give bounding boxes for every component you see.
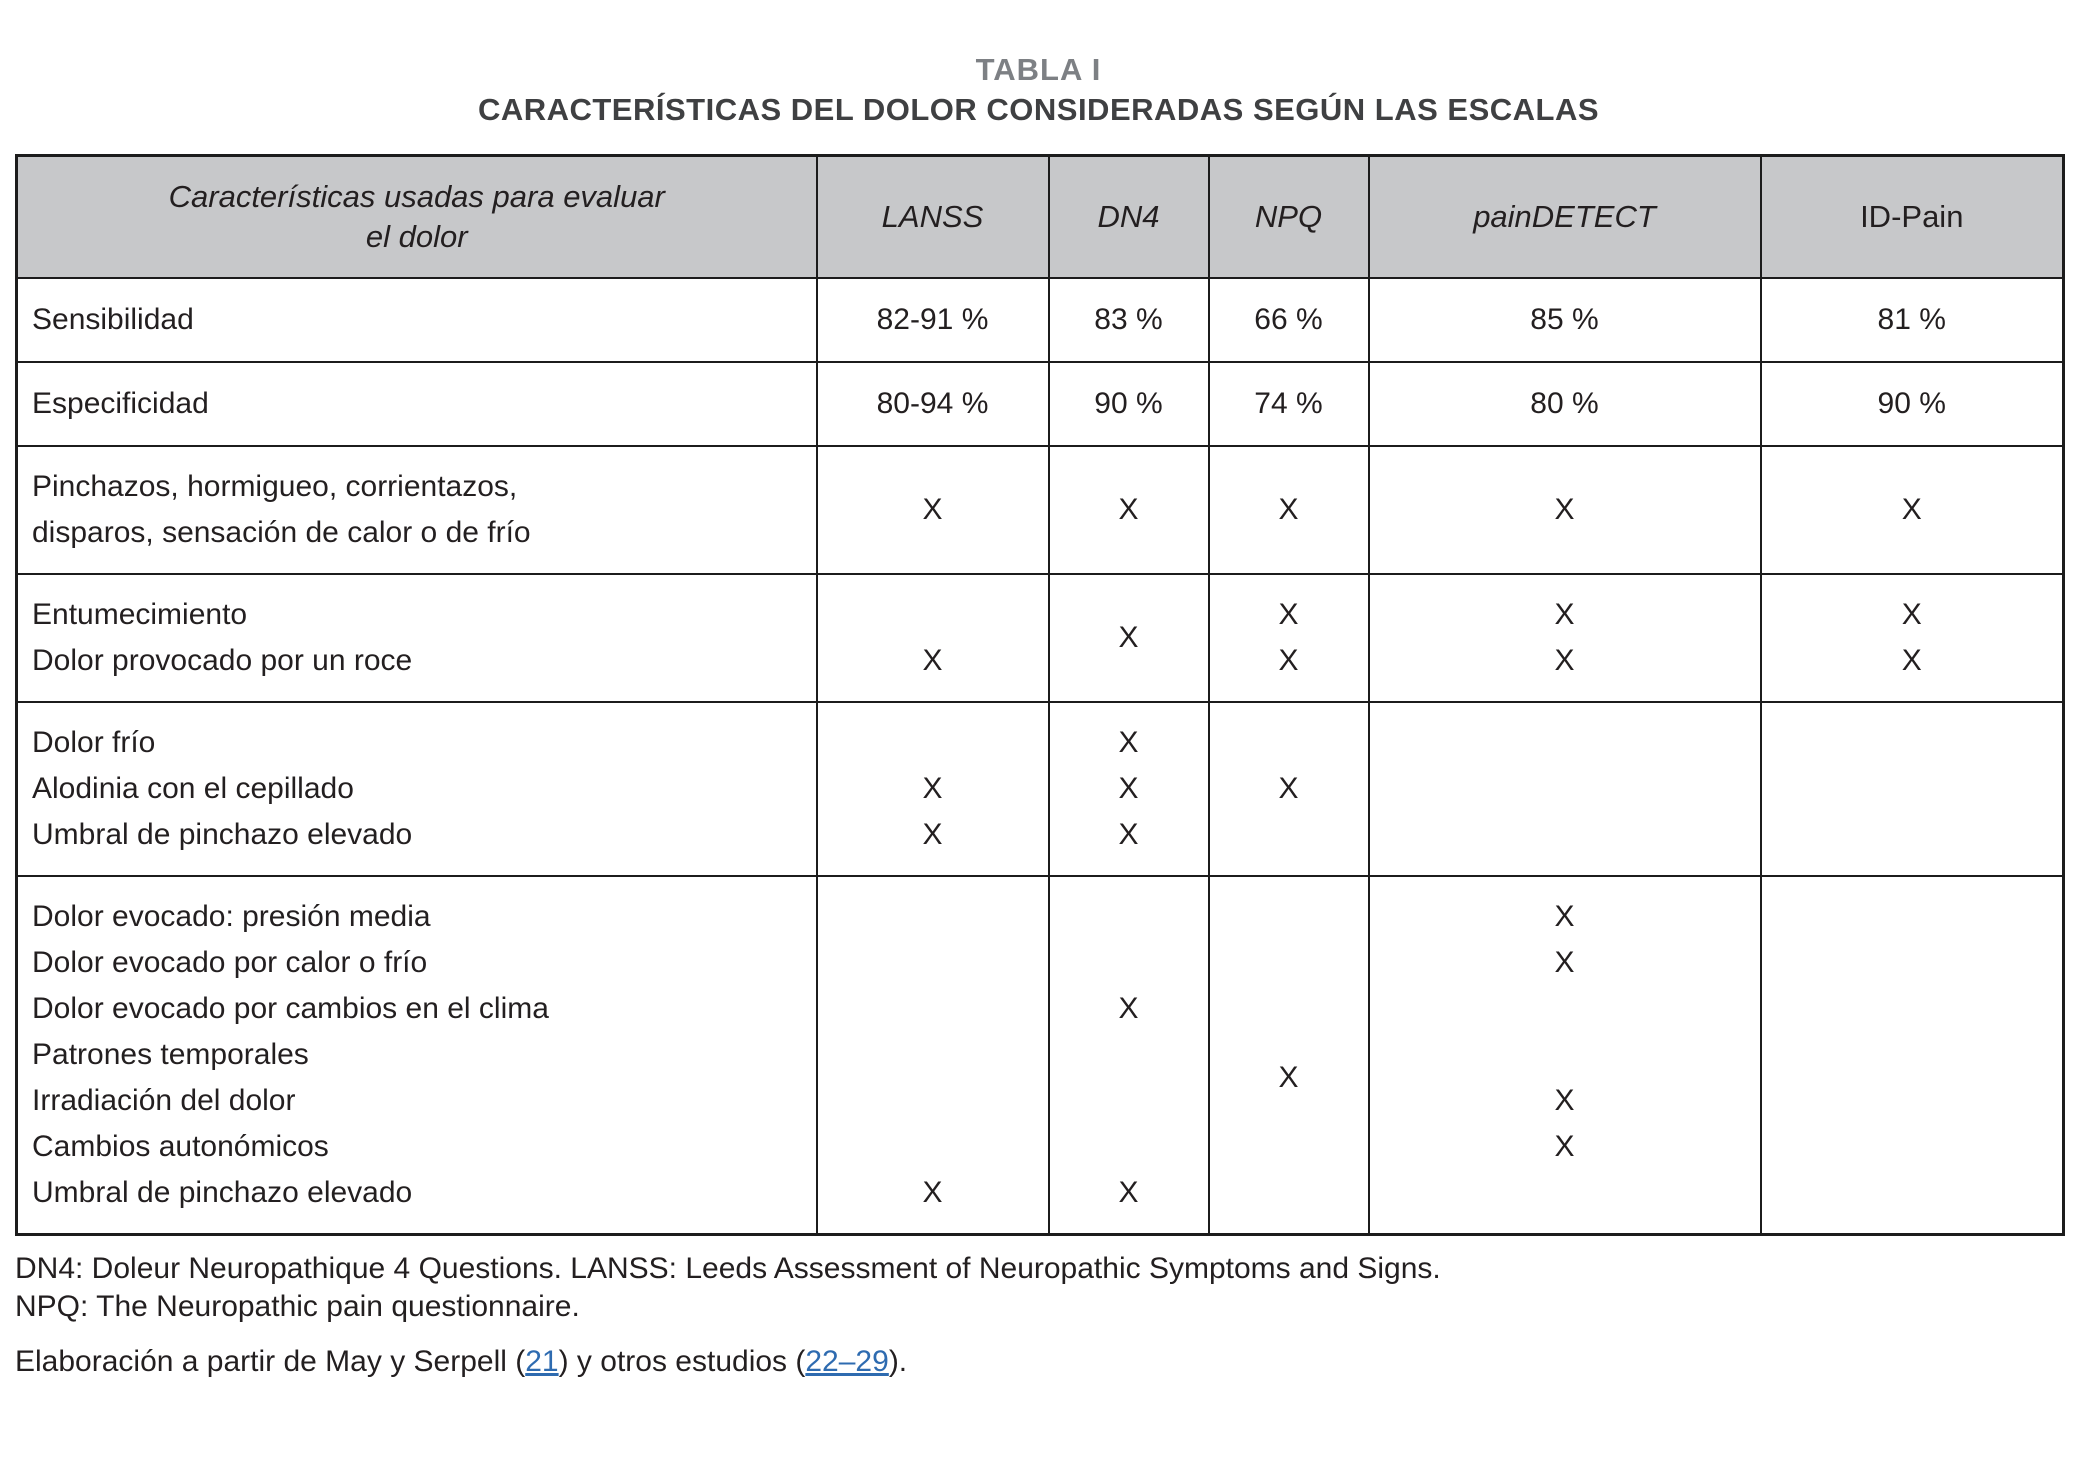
source-text-middle: ) y otros estudios ( xyxy=(558,1344,806,1378)
table-title-block xyxy=(15,50,2062,130)
row-label-line: Dolor evocado por cambios en el clima xyxy=(32,991,549,1025)
row-label-line: Dolor evocado: presión media xyxy=(32,899,431,933)
row-label xyxy=(17,574,817,702)
value-text: 80 % xyxy=(1530,386,1599,420)
x-mark: X xyxy=(1278,771,1299,805)
cell-sensibilidad-paindetect xyxy=(1369,278,1761,362)
column-header-dn4: DN4 xyxy=(1049,156,1209,278)
row-label xyxy=(17,362,817,446)
x-mark: X xyxy=(1118,1175,1139,1209)
cell-entumecimiento-roce-lanss xyxy=(817,574,1049,702)
row-label-line: Alodinia con el cepillado xyxy=(32,771,354,805)
x-mark: X xyxy=(1278,1060,1299,1094)
table-row-pinchazos-hormigueo xyxy=(17,446,2064,574)
x-mark: X xyxy=(1118,492,1139,526)
value-text: 90 % xyxy=(1877,386,1946,420)
cell-dolor-frio-alodinia-umbral-paindetect xyxy=(1369,702,1761,876)
value-text: 80-94 % xyxy=(876,386,989,420)
cell-pinchazos-hormigueo-dn4 xyxy=(1049,446,1209,574)
x-mark: X xyxy=(1118,771,1139,805)
cell-dolor-frio-alodinia-umbral-npq xyxy=(1209,702,1369,876)
feature-header-line: Características usadas para evaluar xyxy=(168,178,665,214)
cell-dolor-frio-alodinia-umbral-dn4 xyxy=(1049,702,1209,876)
x-mark: X xyxy=(1901,643,1922,677)
cell-pinchazos-hormigueo-npq xyxy=(1209,446,1369,574)
value-text: 81 % xyxy=(1877,302,1946,336)
x-mark: X xyxy=(1118,817,1139,851)
table-row-especificidad xyxy=(17,362,2064,446)
row-label-line: Irradiación del dolor xyxy=(32,1083,296,1117)
cell-dolor-evocado-grupo-lanss xyxy=(817,876,1049,1235)
row-label xyxy=(17,278,817,362)
value-text: 82-91 % xyxy=(876,302,989,336)
cell-pinchazos-hormigueo-id-pain xyxy=(1761,446,2064,574)
row-label-line: Dolor frío xyxy=(32,725,156,759)
row-label-line: Sensibilidad xyxy=(32,302,194,336)
empty-line xyxy=(1370,1032,1760,1078)
footnote-line-2: NPQ: The Neuropathic pain questionnaire. xyxy=(15,1289,580,1323)
row-label-line: Dolor evocado por calor o frío xyxy=(32,945,428,979)
column-header-npq: NPQ xyxy=(1209,156,1369,278)
source-text-suffix: ). xyxy=(888,1344,908,1378)
cell-especificidad-id-pain xyxy=(1761,362,2064,446)
empty-line xyxy=(1050,1078,1208,1124)
x-mark: X xyxy=(1554,492,1575,526)
table-row-sensibilidad xyxy=(17,278,2064,362)
x-mark: X xyxy=(1554,945,1575,979)
row-label xyxy=(17,876,817,1235)
source-line xyxy=(15,1342,2062,1382)
cell-dolor-evocado-grupo-dn4 xyxy=(1049,876,1209,1235)
column-header-lanss: LANSS xyxy=(817,156,1049,278)
cell-dolor-evocado-grupo-id-pain xyxy=(1761,876,2064,1235)
x-mark: X xyxy=(922,492,943,526)
pain-scales-table xyxy=(15,154,2065,1236)
empty-line xyxy=(1370,1170,1760,1216)
row-label-line: Cambios autonómicos xyxy=(32,1129,329,1163)
cell-especificidad-npq xyxy=(1209,362,1369,446)
row-label-line: Dolor provocado por un roce xyxy=(32,643,413,677)
cell-especificidad-lanss xyxy=(817,362,1049,446)
cell-sensibilidad-npq xyxy=(1209,278,1369,362)
x-mark: X xyxy=(1278,597,1299,631)
cell-sensibilidad-dn4 xyxy=(1049,278,1209,362)
table-number-title: TABLA I xyxy=(975,52,1102,87)
cell-pinchazos-hormigueo-paindetect xyxy=(1369,446,1761,574)
empty-line xyxy=(818,592,1048,638)
row-label-line: disparos, sensación de calor o de frío xyxy=(32,515,531,549)
cell-sensibilidad-lanss xyxy=(817,278,1049,362)
row-label-line: Patrones temporales xyxy=(32,1037,309,1071)
empty-line xyxy=(818,720,1048,766)
x-mark: X xyxy=(1901,492,1922,526)
column-header-paindetect: painDETECT xyxy=(1369,156,1761,278)
empty-line xyxy=(1210,720,1368,766)
x-mark: X xyxy=(1554,597,1575,631)
x-mark: X xyxy=(922,1175,943,1209)
column-header-id-pain: ID-Pain xyxy=(1761,156,2064,278)
value-text: 83 % xyxy=(1094,302,1163,336)
empty-line xyxy=(818,1078,1048,1124)
cell-sensibilidad-id-pain xyxy=(1761,278,2064,362)
x-mark: X xyxy=(1278,643,1299,677)
x-mark: X xyxy=(1118,725,1139,759)
table-row-dolor-frio-alodinia-umbral xyxy=(17,702,2064,876)
table-caption-title: CARACTERÍSTICAS DEL DOLOR CONSIDERADAS SEGÚN LAS ESCALAS xyxy=(477,92,1600,127)
source-text-prefix: Elaboración a partir de May y Serpell ( xyxy=(15,1344,526,1378)
x-mark: X xyxy=(1554,1129,1575,1163)
x-mark: X xyxy=(1554,643,1575,677)
empty-line xyxy=(1050,940,1208,986)
cell-pinchazos-hormigueo-lanss xyxy=(817,446,1049,574)
reference-link-22-29[interactable]: 22–29 xyxy=(805,1344,889,1378)
cell-entumecimiento-roce-paindetect xyxy=(1369,574,1761,702)
feature-header-line: el dolor xyxy=(365,218,468,254)
cell-dolor-evocado-grupo-npq xyxy=(1209,876,1369,1235)
x-mark: X xyxy=(1278,492,1299,526)
cell-especificidad-dn4 xyxy=(1049,362,1209,446)
empty-line xyxy=(818,986,1048,1032)
cell-entumecimiento-roce-npq xyxy=(1209,574,1369,702)
row-label-line: Pinchazos, hormigueo, corrientazos, xyxy=(32,469,518,503)
table-row-dolor-evocado-grupo xyxy=(17,876,2064,1235)
value-text: 66 % xyxy=(1254,302,1323,336)
empty-line xyxy=(818,940,1048,986)
empty-line xyxy=(818,1032,1048,1078)
value-text: 90 % xyxy=(1094,386,1163,420)
value-text: 74 % xyxy=(1254,386,1323,420)
footnotes-block xyxy=(15,1250,2062,1326)
x-mark: X xyxy=(1118,991,1139,1025)
empty-line xyxy=(1370,986,1760,1032)
empty-line xyxy=(818,894,1048,940)
row-label xyxy=(17,446,817,574)
reference-link-21[interactable]: 21 xyxy=(525,1344,559,1378)
cell-entumecimiento-roce-id-pain xyxy=(1761,574,2064,702)
empty-line xyxy=(1050,1124,1208,1170)
x-mark: X xyxy=(922,643,943,677)
x-mark: X xyxy=(922,771,943,805)
row-label-line: Umbral de pinchazo elevado xyxy=(32,817,413,851)
cell-entumecimiento-roce-dn4 xyxy=(1049,574,1209,702)
row-label-line: Especificidad xyxy=(32,386,209,420)
empty-line xyxy=(818,1124,1048,1170)
empty-line xyxy=(1050,894,1208,940)
empty-line xyxy=(1050,1032,1208,1078)
footnote-line-1: DN4: Doleur Neuropathique 4 Questions. LANSS: Leeds Assessment of Neuropathic Symptoms and Signs. xyxy=(15,1251,1441,1285)
row-label xyxy=(17,702,817,876)
x-mark: X xyxy=(1901,597,1922,631)
x-mark: X xyxy=(922,817,943,851)
table-row-entumecimiento-roce xyxy=(17,574,2064,702)
cell-dolor-frio-alodinia-umbral-lanss xyxy=(817,702,1049,876)
cell-dolor-evocado-grupo-paindetect xyxy=(1369,876,1761,1235)
value-text: 85 % xyxy=(1530,302,1599,336)
x-mark: X xyxy=(1118,620,1139,654)
cell-especificidad-paindetect xyxy=(1369,362,1761,446)
row-label-line: Entumecimiento xyxy=(32,597,248,631)
cell-dolor-frio-alodinia-umbral-id-pain xyxy=(1761,702,2064,876)
feature-column-header xyxy=(17,156,817,278)
row-label-line: Umbral de pinchazo elevado xyxy=(32,1175,413,1209)
empty-line xyxy=(1210,812,1368,858)
x-mark: X xyxy=(1554,1083,1575,1117)
x-mark: X xyxy=(1554,899,1575,933)
header-row xyxy=(17,156,2064,278)
